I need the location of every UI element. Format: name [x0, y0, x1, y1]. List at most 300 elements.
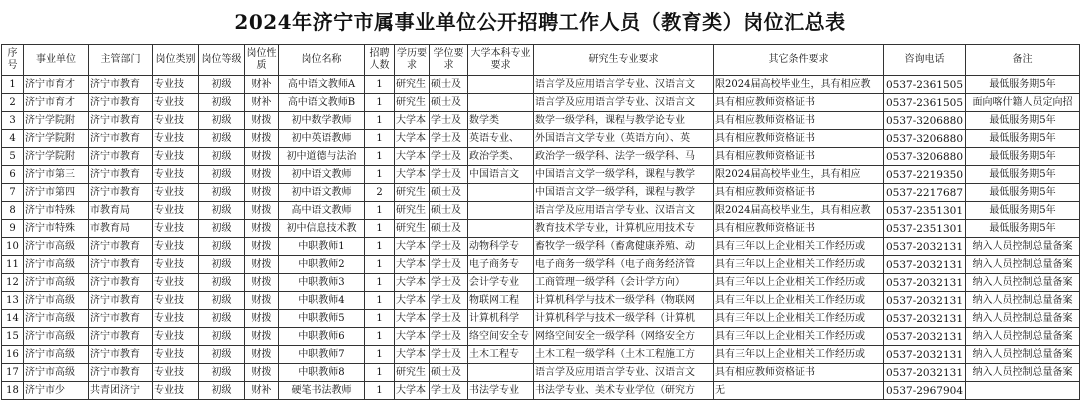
graduate-major-cell: 工商管理一级学科（会计学方向） — [534, 274, 714, 292]
education-cell: 研究生 — [395, 364, 430, 382]
department-cell: 济宁市教育 — [89, 148, 153, 166]
job-level-cell: 初级 — [199, 184, 245, 202]
unit-name-cell: 济宁市高级 — [24, 328, 89, 346]
job-level-cell: 初级 — [199, 166, 245, 184]
table-row — [2, 130, 1080, 148]
undergrad-major-cell: 英语专业、 — [468, 130, 534, 148]
job-category-cell: 专业技 — [153, 310, 199, 328]
job-nature-cell: 财拨 — [245, 112, 279, 130]
undergrad-major-cell: 中国语言文 — [468, 166, 534, 184]
degree-cell: 硕士及 — [430, 364, 468, 382]
department-cell: 济宁市教育 — [89, 238, 153, 256]
undergrad-major-cell: 会计学专业 — [468, 274, 534, 292]
department-cell: 济宁市教育 — [89, 328, 153, 346]
graduate-major-cell: 政治学一级学科、法学一级学科、马 — [534, 148, 714, 166]
headcount-cell: 1 — [365, 202, 395, 220]
department-cell: 共青团济宁 — [89, 382, 153, 400]
table-row — [2, 148, 1080, 166]
table-row — [2, 310, 1080, 328]
table-row — [2, 220, 1080, 238]
remarks-cell: 最低服务期5年 — [966, 184, 1080, 202]
job-level-cell: 初级 — [199, 382, 245, 400]
other-requirements-cell: 具有三年以上企业相关工作经历或 — [714, 346, 884, 364]
row-number-cell: 3 — [2, 112, 24, 130]
table-row — [2, 256, 1080, 274]
job-category-cell: 专业技 — [153, 166, 199, 184]
header-cell: 其它条件要求 — [714, 45, 884, 76]
job-category-cell: 专业技 — [153, 220, 199, 238]
unit-name-cell: 济宁学院附 — [24, 148, 89, 166]
remarks-cell: 纳入人员控制总量备案 — [966, 364, 1080, 382]
table-row — [2, 184, 1080, 202]
unit-name-cell: 济宁市育才 — [24, 76, 89, 94]
contact-phone-cell: 0537-2032131 — [884, 292, 966, 310]
header-cell: 学历要求 — [395, 45, 430, 76]
job-title-cell: 初中数学教师 — [279, 112, 365, 130]
undergrad-major-cell: 物联网工程 — [468, 292, 534, 310]
degree-cell: 学士及 — [430, 292, 468, 310]
job-level-cell: 初级 — [199, 112, 245, 130]
undergrad-major-cell: 络空间安全专 — [468, 328, 534, 346]
job-nature-cell: 财补 — [245, 76, 279, 94]
other-requirements-cell: 具有相应教师资格证书 — [714, 94, 884, 112]
degree-cell: 硕士及 — [430, 184, 468, 202]
department-cell: 济宁市教育 — [89, 94, 153, 112]
unit-name-cell: 济宁市第三 — [24, 166, 89, 184]
department-cell: 济宁市教育 — [89, 292, 153, 310]
degree-cell: 硕士及 — [430, 94, 468, 112]
contact-phone-cell: 0537-2219350 — [884, 166, 966, 184]
job-level-cell: 初级 — [199, 328, 245, 346]
header-cell: 大学本科专业要求 — [468, 45, 534, 76]
headcount-cell: 1 — [365, 220, 395, 238]
headcount-cell: 1 — [365, 382, 395, 400]
job-category-cell: 专业技 — [153, 346, 199, 364]
headcount-cell: 1 — [365, 274, 395, 292]
other-requirements-cell: 具有相应教师资格证书 — [714, 364, 884, 382]
graduate-major-cell: 土木工程一级学科（土木工程施工方 — [534, 346, 714, 364]
graduate-major-cell: 外国语言文学专业（英语方向）、英 — [534, 130, 714, 148]
row-number-cell: 8 — [2, 202, 24, 220]
remarks-cell: 最低服务期5年 — [966, 220, 1080, 238]
job-title-cell: 硬笔书法教师 — [279, 382, 365, 400]
job-nature-cell: 财拨 — [245, 148, 279, 166]
positions-table — [1, 44, 1080, 400]
header-cell: 咨询电话 — [884, 45, 966, 76]
job-level-cell: 初级 — [199, 94, 245, 112]
undergrad-major-cell: 书法学专业 — [468, 382, 534, 400]
graduate-major-cell: 中国语言文学一级学科，课程与教学 — [534, 184, 714, 202]
table-row — [2, 202, 1080, 220]
unit-name-cell: 济宁市高级 — [24, 364, 89, 382]
headcount-cell: 1 — [365, 238, 395, 256]
headcount-cell: 1 — [365, 148, 395, 166]
job-title-cell: 中职教师2 — [279, 256, 365, 274]
degree-cell: 硕士及 — [430, 76, 468, 94]
unit-name-cell: 济宁学院附 — [24, 130, 89, 148]
job-category-cell: 专业技 — [153, 76, 199, 94]
remarks-cell — [966, 382, 1080, 400]
undergrad-major-cell: 数学类 — [468, 112, 534, 130]
remarks-cell: 纳入人员控制总量备案 — [966, 292, 1080, 310]
table-row — [2, 364, 1080, 382]
degree-cell: 硕士及 — [430, 202, 468, 220]
other-requirements-cell: 具有三年以上企业相关工作经历或 — [714, 310, 884, 328]
job-category-cell: 专业技 — [153, 202, 199, 220]
job-title-cell: 中职教师1 — [279, 238, 365, 256]
other-requirements-cell: 具有三年以上企业相关工作经历或 — [714, 238, 884, 256]
row-number-cell: 2 — [2, 94, 24, 112]
contact-phone-cell: 0537-2032131 — [884, 364, 966, 382]
job-level-cell: 初级 — [199, 220, 245, 238]
headcount-cell: 1 — [365, 76, 395, 94]
job-nature-cell: 财拨 — [245, 328, 279, 346]
row-number-cell: 5 — [2, 148, 24, 166]
graduate-major-cell: 语言学及应用语言学专业、汉语言文 — [534, 202, 714, 220]
job-nature-cell: 财拨 — [245, 256, 279, 274]
unit-name-cell: 济宁市高级 — [24, 256, 89, 274]
row-number-cell: 11 — [2, 256, 24, 274]
department-cell: 市教育局 — [89, 202, 153, 220]
remarks-cell: 最低服务期5年 — [966, 148, 1080, 166]
remarks-cell: 纳入人员控制总量备案 — [966, 256, 1080, 274]
row-number-cell: 13 — [2, 292, 24, 310]
headcount-cell: 1 — [365, 112, 395, 130]
row-number-cell: 9 — [2, 220, 24, 238]
job-title-cell: 中职教师5 — [279, 310, 365, 328]
header-cell: 学位要求 — [430, 45, 468, 76]
job-level-cell: 初级 — [199, 130, 245, 148]
department-cell: 济宁市教育 — [89, 310, 153, 328]
row-number-cell: 16 — [2, 346, 24, 364]
graduate-major-cell: 语言学及应用语言学专业、汉语言文 — [534, 364, 714, 382]
undergrad-major-cell — [468, 202, 534, 220]
graduate-major-cell: 畜牧学一级学科（畜禽健康养殖、动 — [534, 238, 714, 256]
remarks-cell: 最低服务期5年 — [966, 130, 1080, 148]
headcount-cell: 2 — [365, 184, 395, 202]
graduate-major-cell: 语言学及应用语言学专业、汉语言文 — [534, 76, 714, 94]
table-row — [2, 274, 1080, 292]
job-category-cell: 专业技 — [153, 274, 199, 292]
contact-phone-cell: 0537-2032131 — [884, 256, 966, 274]
row-number-cell: 7 — [2, 184, 24, 202]
degree-cell: 学士及 — [430, 166, 468, 184]
job-category-cell: 专业技 — [153, 130, 199, 148]
header-cell: 主管部门 — [89, 45, 153, 76]
graduate-major-cell: 计算机科学与技术一级学科（计算机 — [534, 310, 714, 328]
header-cell: 序号 — [2, 45, 24, 76]
contact-phone-cell: 0537-2217687 — [884, 184, 966, 202]
education-cell: 大学本 — [395, 256, 430, 274]
degree-cell: 学士及 — [430, 130, 468, 148]
job-category-cell: 专业技 — [153, 238, 199, 256]
table-row — [2, 346, 1080, 364]
job-level-cell: 初级 — [199, 148, 245, 166]
education-cell: 大学本 — [395, 148, 430, 166]
header-cell: 研究生专业要求 — [534, 45, 714, 76]
contact-phone-cell: 0537-2032131 — [884, 346, 966, 364]
other-requirements-cell: 限2024届高校毕业生，具有相应 — [714, 166, 884, 184]
undergrad-major-cell: 政治学类、 — [468, 148, 534, 166]
job-nature-cell: 财拨 — [245, 310, 279, 328]
education-cell: 大学本 — [395, 382, 430, 400]
job-title-cell: 初中信息技术教 — [279, 220, 365, 238]
job-title-cell: 初中语文教师 — [279, 184, 365, 202]
undergrad-major-cell: 电子商务专 — [468, 256, 534, 274]
remarks-cell: 面向喀什籍人员定向招 — [966, 94, 1080, 112]
degree-cell: 学士及 — [430, 346, 468, 364]
degree-cell: 学士及 — [430, 112, 468, 130]
department-cell: 济宁市教育 — [89, 184, 153, 202]
job-category-cell: 专业技 — [153, 148, 199, 166]
undergrad-major-cell — [468, 94, 534, 112]
other-requirements-cell: 具有三年以上企业相关工作经历或 — [714, 256, 884, 274]
education-cell: 研究生 — [395, 220, 430, 238]
undergrad-major-cell: 土木工程专 — [468, 346, 534, 364]
job-level-cell: 初级 — [199, 238, 245, 256]
undergrad-major-cell — [468, 220, 534, 238]
job-title-cell: 高中语文教师 — [279, 202, 365, 220]
remarks-cell: 纳入人员控制总量备案 — [966, 328, 1080, 346]
row-number-cell: 18 — [2, 382, 24, 400]
table-row — [2, 238, 1080, 256]
other-requirements-cell: 具有三年以上企业相关工作经历或 — [714, 328, 884, 346]
graduate-major-cell: 教育技术学专业，计算机应用技术专 — [534, 220, 714, 238]
job-title-cell: 初中英语教师 — [279, 130, 365, 148]
graduate-major-cell: 网络空间安全一级学科（网络安全方 — [534, 328, 714, 346]
degree-cell: 学士及 — [430, 238, 468, 256]
other-requirements-cell: 具有相应教师资格证书 — [714, 130, 884, 148]
department-cell: 济宁市教育 — [89, 274, 153, 292]
undergrad-major-cell — [468, 184, 534, 202]
job-nature-cell: 财拨 — [245, 202, 279, 220]
job-category-cell: 专业技 — [153, 328, 199, 346]
headcount-cell: 1 — [365, 292, 395, 310]
job-category-cell: 专业技 — [153, 184, 199, 202]
job-nature-cell: 财拨 — [245, 274, 279, 292]
education-cell: 研究生 — [395, 184, 430, 202]
row-number-cell: 12 — [2, 274, 24, 292]
job-nature-cell: 财拨 — [245, 238, 279, 256]
unit-name-cell: 济宁市高级 — [24, 310, 89, 328]
education-cell: 研究生 — [395, 76, 430, 94]
job-title-cell: 初中语文教师 — [279, 166, 365, 184]
other-requirements-cell: 具有三年以上企业相关工作经历或 — [714, 292, 884, 310]
headcount-cell: 1 — [365, 94, 395, 112]
header-cell: 备注 — [966, 45, 1080, 76]
education-cell: 大学本 — [395, 310, 430, 328]
job-category-cell: 专业技 — [153, 364, 199, 382]
remarks-cell: 最低服务期5年 — [966, 202, 1080, 220]
contact-phone-cell: 0537-2032131 — [884, 238, 966, 256]
row-number-cell: 4 — [2, 130, 24, 148]
unit-name-cell: 济宁市特殊 — [24, 220, 89, 238]
table-header-row — [2, 45, 1080, 76]
job-nature-cell: 财拨 — [245, 184, 279, 202]
table-row — [2, 112, 1080, 130]
table-row — [2, 328, 1080, 346]
education-cell: 大学本 — [395, 130, 430, 148]
row-number-cell: 14 — [2, 310, 24, 328]
job-nature-cell: 财拨 — [245, 130, 279, 148]
header-cell: 岗位性质 — [245, 45, 279, 76]
job-title-cell: 中职教师8 — [279, 364, 365, 382]
headcount-cell: 1 — [365, 166, 395, 184]
table-row — [2, 76, 1080, 94]
job-nature-cell: 财拨 — [245, 220, 279, 238]
job-category-cell: 专业技 — [153, 112, 199, 130]
job-level-cell: 初级 — [199, 292, 245, 310]
job-level-cell: 初级 — [199, 364, 245, 382]
job-title-cell: 高中语文教师A — [279, 76, 365, 94]
job-level-cell: 初级 — [199, 274, 245, 292]
graduate-major-cell: 数学一级学科，课程与教学论专业 — [534, 112, 714, 130]
other-requirements-cell: 限2024届高校毕业生，具有相应教 — [714, 76, 884, 94]
undergrad-major-cell — [468, 76, 534, 94]
job-nature-cell: 财补 — [245, 382, 279, 400]
header-cell: 招聘人数 — [365, 45, 395, 76]
department-cell: 济宁市教育 — [89, 256, 153, 274]
department-cell: 济宁市教育 — [89, 76, 153, 94]
header-cell: 事业单位 — [24, 45, 89, 76]
job-level-cell: 初级 — [199, 310, 245, 328]
job-level-cell: 初级 — [199, 346, 245, 364]
degree-cell: 学士及 — [430, 148, 468, 166]
other-requirements-cell: 具有三年以上企业相关工作经历或 — [714, 274, 884, 292]
table-row — [2, 166, 1080, 184]
job-title-cell: 中职教师6 — [279, 328, 365, 346]
other-requirements-cell: 无 — [714, 382, 884, 400]
contact-phone-cell: 0537-2361505 — [884, 94, 966, 112]
unit-name-cell: 济宁市高级 — [24, 274, 89, 292]
education-cell: 大学本 — [395, 166, 430, 184]
job-title-cell: 中职教师3 — [279, 274, 365, 292]
contact-phone-cell: 0537-2032131 — [884, 310, 966, 328]
degree-cell: 学士及 — [430, 382, 468, 400]
table-row — [2, 292, 1080, 310]
graduate-major-cell: 计算机科学与技术一级学科（物联网 — [534, 292, 714, 310]
other-requirements-cell: 具有相应教师资格证书 — [714, 220, 884, 238]
job-nature-cell: 财补 — [245, 94, 279, 112]
remarks-cell: 纳入人员控制总量备案 — [966, 346, 1080, 364]
header-cell: 岗位类别 — [153, 45, 199, 76]
job-category-cell: 专业技 — [153, 256, 199, 274]
job-nature-cell: 财拨 — [245, 292, 279, 310]
undergrad-major-cell — [468, 364, 534, 382]
headcount-cell: 1 — [365, 310, 395, 328]
unit-name-cell: 济宁学院附 — [24, 112, 89, 130]
table-row — [2, 94, 1080, 112]
contact-phone-cell: 0537-3206880 — [884, 130, 966, 148]
unit-name-cell: 济宁市第四 — [24, 184, 89, 202]
unit-name-cell: 济宁市特殊 — [24, 202, 89, 220]
education-cell: 大学本 — [395, 112, 430, 130]
degree-cell: 学士及 — [430, 328, 468, 346]
row-number-cell: 10 — [2, 238, 24, 256]
remarks-cell: 最低服务期5年 — [966, 166, 1080, 184]
contact-phone-cell: 0537-2032131 — [884, 328, 966, 346]
department-cell: 市教育局 — [89, 220, 153, 238]
page-title: 2024年济宁市属事业单位公开招聘工作人员（教育类）岗位汇总表 — [234, 10, 846, 34]
education-cell: 大学本 — [395, 274, 430, 292]
education-cell: 大学本 — [395, 292, 430, 310]
contact-phone-cell: 0537-3206880 — [884, 148, 966, 166]
department-cell: 济宁市教育 — [89, 130, 153, 148]
degree-cell: 学士及 — [430, 310, 468, 328]
job-nature-cell: 财拨 — [245, 364, 279, 382]
header-cell: 岗位等级 — [199, 45, 245, 76]
row-number-cell: 1 — [2, 76, 24, 94]
headcount-cell: 1 — [365, 256, 395, 274]
education-cell: 大学本 — [395, 346, 430, 364]
row-number-cell: 6 — [2, 166, 24, 184]
remarks-cell: 纳入人员控制总量备案 — [966, 274, 1080, 292]
unit-name-cell: 济宁市高级 — [24, 292, 89, 310]
row-number-cell: 15 — [2, 328, 24, 346]
contact-phone-cell: 0537-2032131 — [884, 274, 966, 292]
remarks-cell: 最低服务期5年 — [966, 112, 1080, 130]
remarks-cell: 纳入人员控制总量备案 — [966, 310, 1080, 328]
job-category-cell: 专业技 — [153, 292, 199, 310]
job-category-cell: 专业技 — [153, 382, 199, 400]
table-row — [2, 382, 1080, 400]
unit-name-cell: 济宁市高级 — [24, 346, 89, 364]
graduate-major-cell: 书法学专业、美术专业学位（研究方 — [534, 382, 714, 400]
row-number-cell: 17 — [2, 364, 24, 382]
table-body — [2, 76, 1080, 400]
education-cell: 研究生 — [395, 94, 430, 112]
headcount-cell: 1 — [365, 346, 395, 364]
job-title-cell: 初中道德与法治 — [279, 148, 365, 166]
job-level-cell: 初级 — [199, 202, 245, 220]
contact-phone-cell: 0537-2351301 — [884, 202, 966, 220]
headcount-cell: 1 — [365, 130, 395, 148]
job-category-cell: 专业技 — [153, 94, 199, 112]
contact-phone-cell: 0537-3206880 — [884, 112, 966, 130]
other-requirements-cell: 具有相应教师资格证书 — [714, 148, 884, 166]
headcount-cell: 1 — [365, 364, 395, 382]
department-cell: 济宁市教育 — [89, 364, 153, 382]
education-cell: 研究生 — [395, 202, 430, 220]
graduate-major-cell: 电子商务一级学科（电子商务经济管 — [534, 256, 714, 274]
job-title-cell: 中职教师7 — [279, 346, 365, 364]
department-cell: 济宁市教育 — [89, 112, 153, 130]
graduate-major-cell: 语言学及应用语言学专业、汉语言文 — [534, 94, 714, 112]
job-level-cell: 初级 — [199, 256, 245, 274]
other-requirements-cell: 具有相应教师资格证书 — [714, 184, 884, 202]
education-cell: 大学本 — [395, 328, 430, 346]
other-requirements-cell: 具有相应教师资格证书 — [714, 112, 884, 130]
job-nature-cell: 财拨 — [245, 346, 279, 364]
department-cell: 济宁市教育 — [89, 346, 153, 364]
job-nature-cell: 财拨 — [245, 166, 279, 184]
job-title-cell: 高中语文教师B — [279, 94, 365, 112]
undergrad-major-cell: 动物科学专 — [468, 238, 534, 256]
education-cell: 大学本 — [395, 238, 430, 256]
unit-name-cell: 济宁市少 — [24, 382, 89, 400]
contact-phone-cell: 0537-2351301 — [884, 220, 966, 238]
undergrad-major-cell: 计算机科学 — [468, 310, 534, 328]
headcount-cell: 1 — [365, 328, 395, 346]
job-title-cell: 中职教师4 — [279, 292, 365, 310]
other-requirements-cell: 限2024届高校毕业生，具有相应教 — [714, 202, 884, 220]
unit-name-cell: 济宁市高级 — [24, 238, 89, 256]
unit-name-cell: 济宁市育才 — [24, 94, 89, 112]
department-cell: 济宁市教育 — [89, 166, 153, 184]
degree-cell: 学士及 — [430, 256, 468, 274]
degree-cell: 学士及 — [430, 274, 468, 292]
degree-cell: 硕士及 — [430, 220, 468, 238]
